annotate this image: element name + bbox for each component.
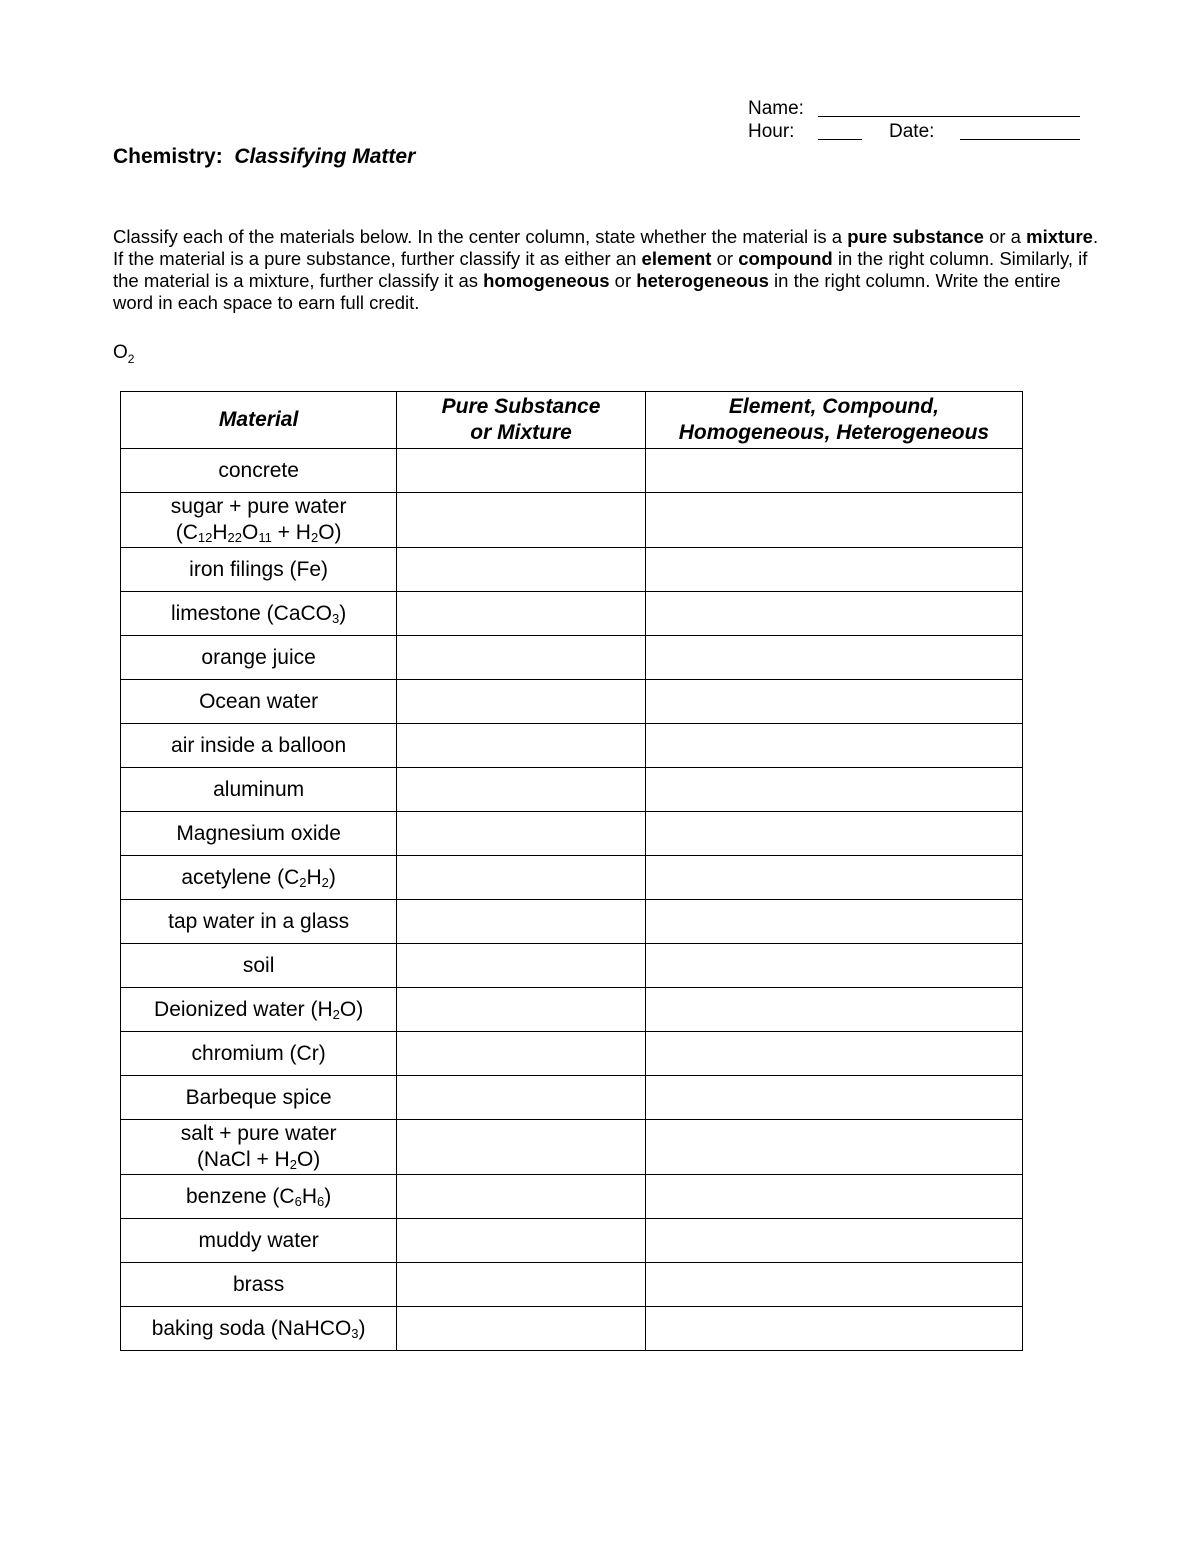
- table-row: [121, 768, 1023, 812]
- pure-or-mixture-answer-cell[interactable]: [397, 1307, 646, 1351]
- instr-text: in the right column. Write the entire word in each space to earn full credit.: [113, 270, 1061, 313]
- formula-subscript: 11: [258, 530, 272, 545]
- classification-table: [120, 391, 1023, 1351]
- material-name: chromium (Cr): [191, 1041, 326, 1065]
- table-row: [121, 1175, 1023, 1219]
- pure-or-mixture-answer-cell[interactable]: [397, 1263, 646, 1307]
- instr-text: or: [609, 270, 637, 291]
- pure-or-mixture-answer-cell[interactable]: [397, 636, 646, 680]
- material-cell: [121, 636, 397, 680]
- material-name: soil: [242, 953, 275, 977]
- material-name: concrete: [218, 458, 299, 482]
- table-row: [121, 680, 1023, 724]
- pure-or-mixture-answer-cell[interactable]: [397, 1032, 646, 1076]
- formula-subscript: 2: [310, 530, 319, 545]
- pure-or-mixture-answer-cell[interactable]: [397, 680, 646, 724]
- table-row: [121, 856, 1023, 900]
- material-name-part: O): [296, 1148, 321, 1171]
- material-cell: [121, 812, 397, 856]
- student-info-fields: [748, 98, 1088, 144]
- material-cell: [121, 493, 397, 548]
- table-row: [121, 724, 1023, 768]
- formula-base: O: [113, 342, 128, 363]
- material-cell: [121, 1076, 397, 1120]
- material-name-part: ): [358, 1316, 366, 1340]
- pure-or-mixture-answer-cell[interactable]: [397, 592, 646, 636]
- instr-text: or: [711, 248, 739, 269]
- classification-answer-cell[interactable]: [645, 812, 1022, 856]
- header-pure-line1: Pure Substance: [441, 395, 601, 418]
- material-name-part: (C: [175, 521, 198, 544]
- material-cell: [121, 449, 397, 493]
- material-name-part: H: [212, 521, 228, 544]
- formula-subscript: 12: [197, 530, 213, 545]
- pure-or-mixture-answer-cell[interactable]: [397, 449, 646, 493]
- name-row: [748, 98, 1088, 121]
- classification-answer-cell[interactable]: [645, 548, 1022, 592]
- material-name: Ocean water: [199, 689, 319, 713]
- pure-or-mixture-answer-cell[interactable]: [397, 1175, 646, 1219]
- material-cell: [121, 768, 397, 812]
- formula-subscript: 2: [299, 874, 307, 890]
- classification-answer-cell[interactable]: [645, 856, 1022, 900]
- material-cell: [121, 856, 397, 900]
- classification-answer-cell[interactable]: [645, 449, 1022, 493]
- material-cell: [121, 1175, 397, 1219]
- table-row: [121, 592, 1023, 636]
- table-row: [121, 548, 1023, 592]
- material-cell: [121, 944, 397, 988]
- instr-text: Classify each of the materials below. In the center column, state whether the material is a: [113, 226, 848, 247]
- material-name-part: + H: [271, 521, 311, 544]
- pure-or-mixture-answer-cell[interactable]: [397, 493, 646, 548]
- material-name: Barbeque spice: [185, 1085, 332, 1109]
- table-row: [121, 449, 1023, 493]
- date-label: Date:: [889, 121, 935, 142]
- header-material-label: Material: [218, 408, 299, 431]
- header-material: [121, 392, 397, 449]
- material-cell: [121, 1307, 397, 1351]
- material-name-line1: sugar + pure water: [170, 495, 347, 518]
- instr-text: . If the material is a pure substance, further classify it as either an: [113, 226, 1099, 269]
- material-cell: [121, 1219, 397, 1263]
- material-name-part: (NaCl + H: [196, 1148, 290, 1171]
- formula-subscript: 3: [351, 1325, 359, 1341]
- classification-answer-cell[interactable]: [645, 1263, 1022, 1307]
- classification-answer-cell[interactable]: [645, 900, 1022, 944]
- material-cell: [121, 900, 397, 944]
- material-name-part: O): [318, 521, 342, 544]
- pure-or-mixture-answer-cell[interactable]: [397, 768, 646, 812]
- classification-answer-cell[interactable]: [645, 988, 1022, 1032]
- instr-text: in the right column. Similarly, if the material is a mixture, further classify it as: [113, 248, 1088, 291]
- table-body: [121, 449, 1023, 1351]
- classification-answer-cell[interactable]: [645, 1032, 1022, 1076]
- instr-bold: pure substance: [847, 226, 984, 247]
- date-blank[interactable]: [960, 121, 1080, 140]
- material-cell: [121, 988, 397, 1032]
- pure-or-mixture-answer-cell[interactable]: [397, 944, 646, 988]
- hour-label: Hour:: [748, 121, 795, 142]
- material-cell: [121, 592, 397, 636]
- classification-answer-cell[interactable]: [645, 1120, 1022, 1175]
- title-subtitle: Classifying Matter: [234, 145, 416, 168]
- material-name-part: ): [324, 1184, 332, 1208]
- material-cell: [121, 724, 397, 768]
- instructions-paragraph: [113, 226, 1103, 314]
- table-row: [121, 1219, 1023, 1263]
- formula-subscript: 22: [227, 530, 242, 545]
- material-cell: [121, 1263, 397, 1307]
- material-name-part: acetylene (C: [181, 865, 300, 889]
- material-name-part: H: [301, 1184, 317, 1208]
- table-row: [121, 1307, 1023, 1351]
- material-name-part: ): [339, 601, 347, 625]
- pure-or-mixture-answer-cell[interactable]: [397, 1120, 646, 1175]
- classification-answer-cell[interactable]: [645, 1175, 1022, 1219]
- material-name: iron filings (Fe): [189, 557, 329, 581]
- hour-date-row: [748, 121, 1088, 144]
- material-name-part: baking soda (NaHCO: [151, 1316, 352, 1340]
- material-name-part: limestone (CaCO: [170, 601, 333, 625]
- table-row: [121, 493, 1023, 548]
- pure-or-mixture-answer-cell[interactable]: [397, 1219, 646, 1263]
- material-name: tap water in a glass: [168, 909, 350, 933]
- classification-answer-cell[interactable]: [645, 636, 1022, 680]
- material-name: aluminum: [213, 777, 305, 801]
- header-class-line1: Element, Compound,: [728, 395, 939, 418]
- table-row: [121, 988, 1023, 1032]
- material-cell: [121, 1120, 397, 1175]
- instr-bold: heterogeneous: [636, 270, 769, 291]
- instr-bold: homogeneous: [483, 270, 610, 291]
- material-name: brass: [232, 1272, 285, 1296]
- material-name-line1: salt + pure water: [180, 1122, 337, 1145]
- formula-subscript: 3: [332, 610, 340, 626]
- material-name: muddy water: [198, 1228, 319, 1252]
- pure-or-mixture-answer-cell[interactable]: [397, 724, 646, 768]
- table-row: [121, 1032, 1023, 1076]
- formula-subscript: 2: [332, 1006, 340, 1022]
- hour-blank[interactable]: [818, 121, 862, 140]
- table-row: [121, 812, 1023, 856]
- instr-text: or a: [983, 226, 1027, 247]
- table-row: [121, 1263, 1023, 1307]
- instr-bold: mixture: [1026, 226, 1093, 247]
- classification-answer-cell[interactable]: [645, 680, 1022, 724]
- formula-subscript: 2: [127, 351, 135, 366]
- material-cell: [121, 680, 397, 724]
- classification-answer-cell[interactable]: [645, 592, 1022, 636]
- formula-subscript: 6: [294, 1193, 302, 1209]
- material-name-part: benzene (C: [186, 1184, 295, 1208]
- name-label: Name:: [748, 98, 804, 119]
- material-name: air inside a balloon: [171, 733, 347, 757]
- classification-answer-cell[interactable]: [645, 768, 1022, 812]
- material-name: Magnesium oxide: [176, 821, 341, 845]
- pure-or-mixture-answer-cell[interactable]: [397, 856, 646, 900]
- header-pure-line2: or Mixture: [470, 421, 572, 444]
- page-title: [113, 145, 415, 169]
- material-name-part: O: [242, 521, 259, 544]
- header-classification: [645, 392, 1022, 449]
- header-pure-or-mixture: [397, 392, 646, 449]
- formula-subscript: 6: [316, 1193, 325, 1209]
- pure-or-mixture-answer-cell[interactable]: [397, 548, 646, 592]
- material-name: orange juice: [201, 645, 316, 669]
- classification-answer-cell[interactable]: [645, 1076, 1022, 1120]
- title-main: Chemistry:: [113, 145, 223, 168]
- table-row: [121, 900, 1023, 944]
- material-name-part: H: [306, 865, 322, 889]
- table-row: [121, 636, 1023, 680]
- table-row: [121, 1076, 1023, 1120]
- header-class-line2: Homogeneous, Heterogeneous: [678, 421, 990, 444]
- table-row: [121, 944, 1023, 988]
- classification-answer-cell[interactable]: [645, 944, 1022, 988]
- table-header-row: [121, 392, 1023, 449]
- classification-answer-cell[interactable]: [645, 1219, 1022, 1263]
- material-name-part: ): [328, 865, 336, 889]
- classification-answer-cell[interactable]: [645, 724, 1022, 768]
- formula-subscript: 2: [321, 874, 329, 890]
- pure-or-mixture-answer-cell[interactable]: [397, 988, 646, 1032]
- pure-or-mixture-answer-cell[interactable]: [397, 900, 646, 944]
- material-name-part: Deionized water (H: [154, 997, 333, 1021]
- material-name-part: O): [339, 997, 364, 1021]
- name-blank[interactable]: [818, 98, 1080, 117]
- classification-answer-cell[interactable]: [645, 493, 1022, 548]
- classification-answer-cell[interactable]: [645, 1307, 1022, 1351]
- instr-bold: compound: [738, 248, 833, 269]
- pure-or-mixture-answer-cell[interactable]: [397, 812, 646, 856]
- formula-note: [113, 342, 134, 366]
- table-row: [121, 1120, 1023, 1175]
- instr-bold: element: [641, 248, 712, 269]
- material-cell: [121, 548, 397, 592]
- formula-subscript: 2: [289, 1157, 297, 1172]
- material-cell: [121, 1032, 397, 1076]
- pure-or-mixture-answer-cell[interactable]: [397, 1076, 646, 1120]
